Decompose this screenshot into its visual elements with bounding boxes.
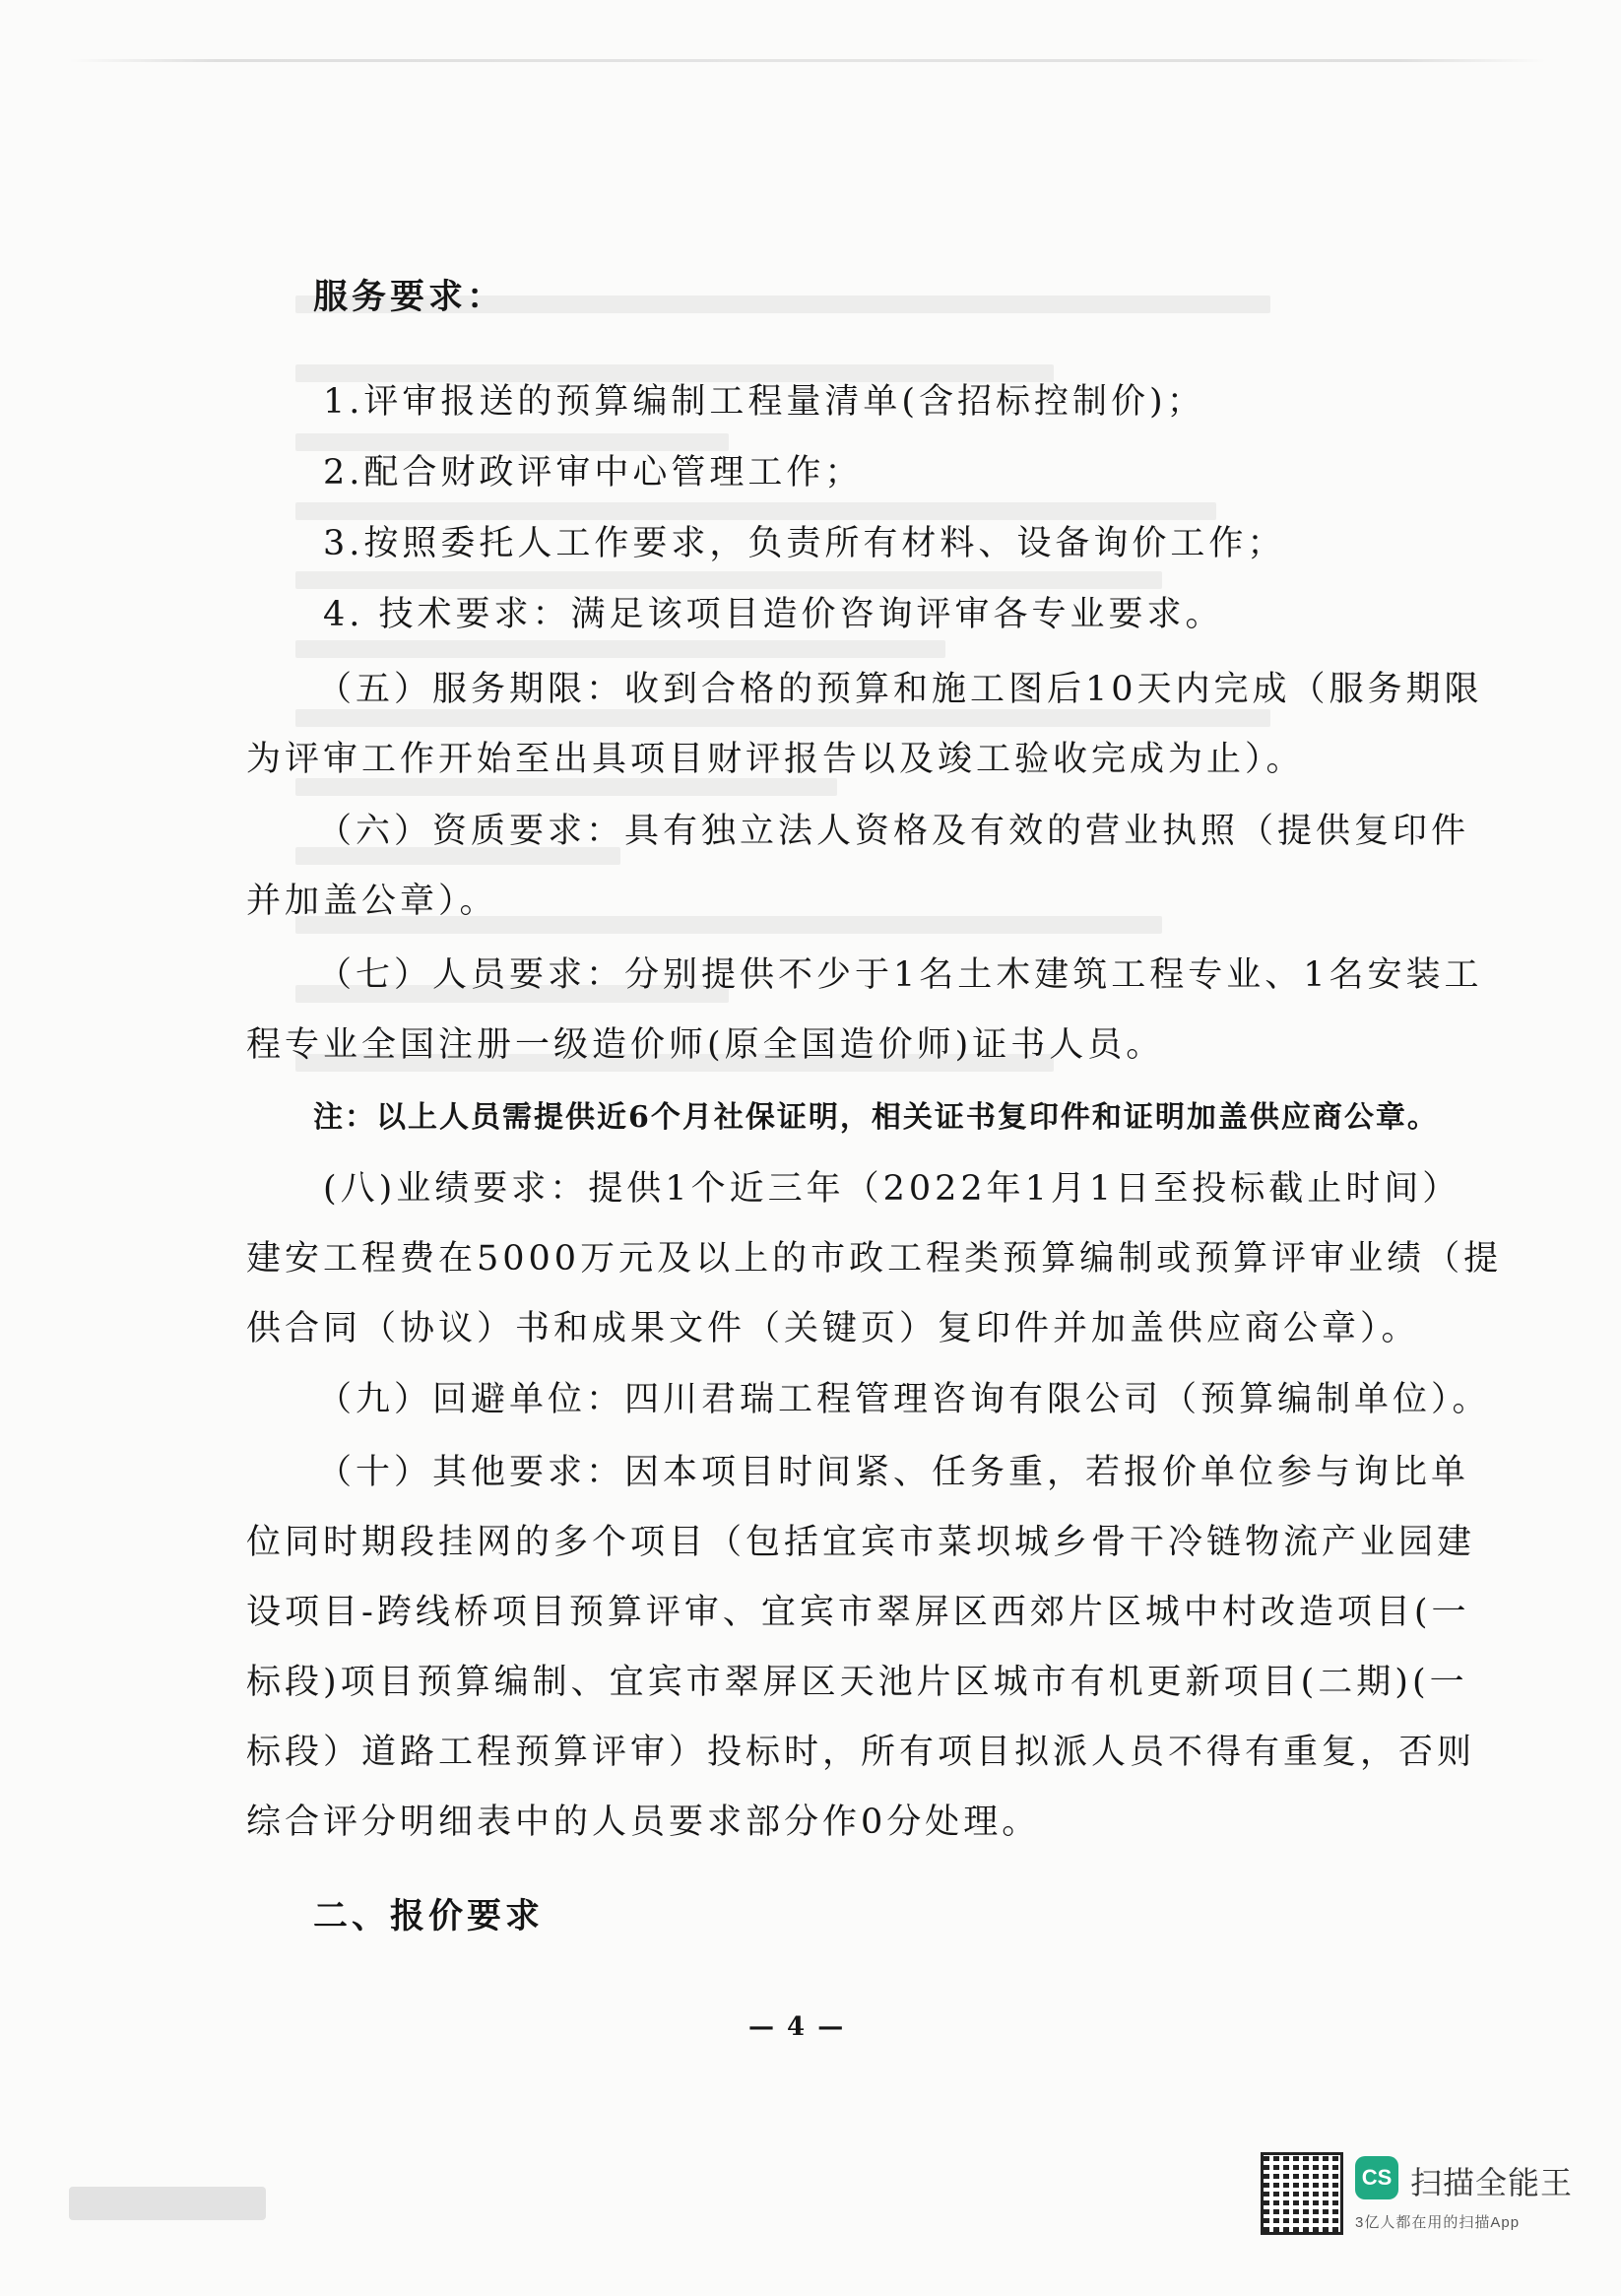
qualification-line2: 并加盖公章）。: [246, 882, 498, 921]
section-two-heading: 二、报价要求: [313, 1896, 545, 1936]
other-req-line2: 位同时期段挂网的多个项目（包括宜宾市菜坝城乡骨干冷链物流产业园建: [246, 1523, 1476, 1562]
performance-line3: 供合同（协议）书和成果文件（关键页）复印件并加盖供应商公章）。: [246, 1309, 1420, 1348]
performance-line2: 建安工程费在5000万元及以上的市政工程类预算编制或预算评审业绩（提: [246, 1239, 1503, 1279]
other-req-line6: 综合评分明细表中的人员要求部分作0分处理。: [246, 1803, 1041, 1842]
personnel-line1: （七）人员要求：分别提供不少于1名土木建筑工程专业、1名安装工: [317, 955, 1483, 995]
page-number: — 4 —: [748, 2012, 846, 2042]
watermark-tagline: 3亿人都在用的扫描App: [1355, 2214, 1521, 2231]
scan-left-artifact: [69, 2187, 266, 2220]
service-item-3: 3.按照委托人工作要求，负责所有材料、设备询价工作；: [323, 524, 1286, 563]
performance-line1: (八)业绩要求：提供1个近三年（2022年1月1日至投标截止时间）: [323, 1169, 1461, 1209]
service-period-line1: （五）服务期限：收到合格的预算和施工图后10天内完成（服务期限: [317, 670, 1483, 709]
other-req-line3: 设项目-跨线桥项目预算评审、宜宾市翠屏区西郊片区城中村改造项目(一: [246, 1593, 1470, 1632]
camscanner-logo-icon: CS: [1355, 2156, 1398, 2199]
scanner-watermark: [1261, 2152, 1586, 2261]
service-period-line2: 为评审工作开始至出具项目财评报告以及竣工验收完成为止）。: [246, 740, 1305, 779]
watermark-brand: 扫描全能王: [1410, 2165, 1574, 2200]
qr-code-icon: [1261, 2152, 1343, 2235]
service-item-4: 4. 技术要求：满足该项目造价咨询评审各专业要求。: [323, 595, 1224, 634]
other-req-line4: 标段)项目预算编制、宜宾市翠屏区天池片区城市有机更新项目(二期)(一: [246, 1663, 1468, 1702]
personnel-line2: 程专业全国注册一级造价师(原全国造价师)证书人员。: [246, 1025, 1165, 1065]
scan-top-artifact: [69, 59, 1546, 62]
service-item-1: 1.评审报送的预算编制工程量清单(含招标控制价)；: [323, 382, 1205, 422]
avoidance-unit: （九）回避单位：四川君瑞工程管理咨询有限公司（预算编制单位）。: [317, 1380, 1491, 1419]
service-heading: 服务要求：: [313, 277, 506, 317]
other-req-line5: 标段）道路工程预算评审）投标时，所有项目拟派人员不得有重复，否则: [246, 1733, 1476, 1772]
service-item-2: 2.配合财政评审中心管理工作；: [323, 453, 864, 492]
personnel-note: 注：以上人员需提供近6个月社保证明，相关证书复印件和证明加盖供应商公章。: [313, 1100, 1439, 1135]
other-req-line1: （十）其他要求：因本项目时间紧、任务重，若报价单位参与询比单: [317, 1453, 1470, 1492]
qualification-line1: （六）资质要求：具有独立法人资格及有效的营业执照（提供复印件: [317, 812, 1470, 851]
